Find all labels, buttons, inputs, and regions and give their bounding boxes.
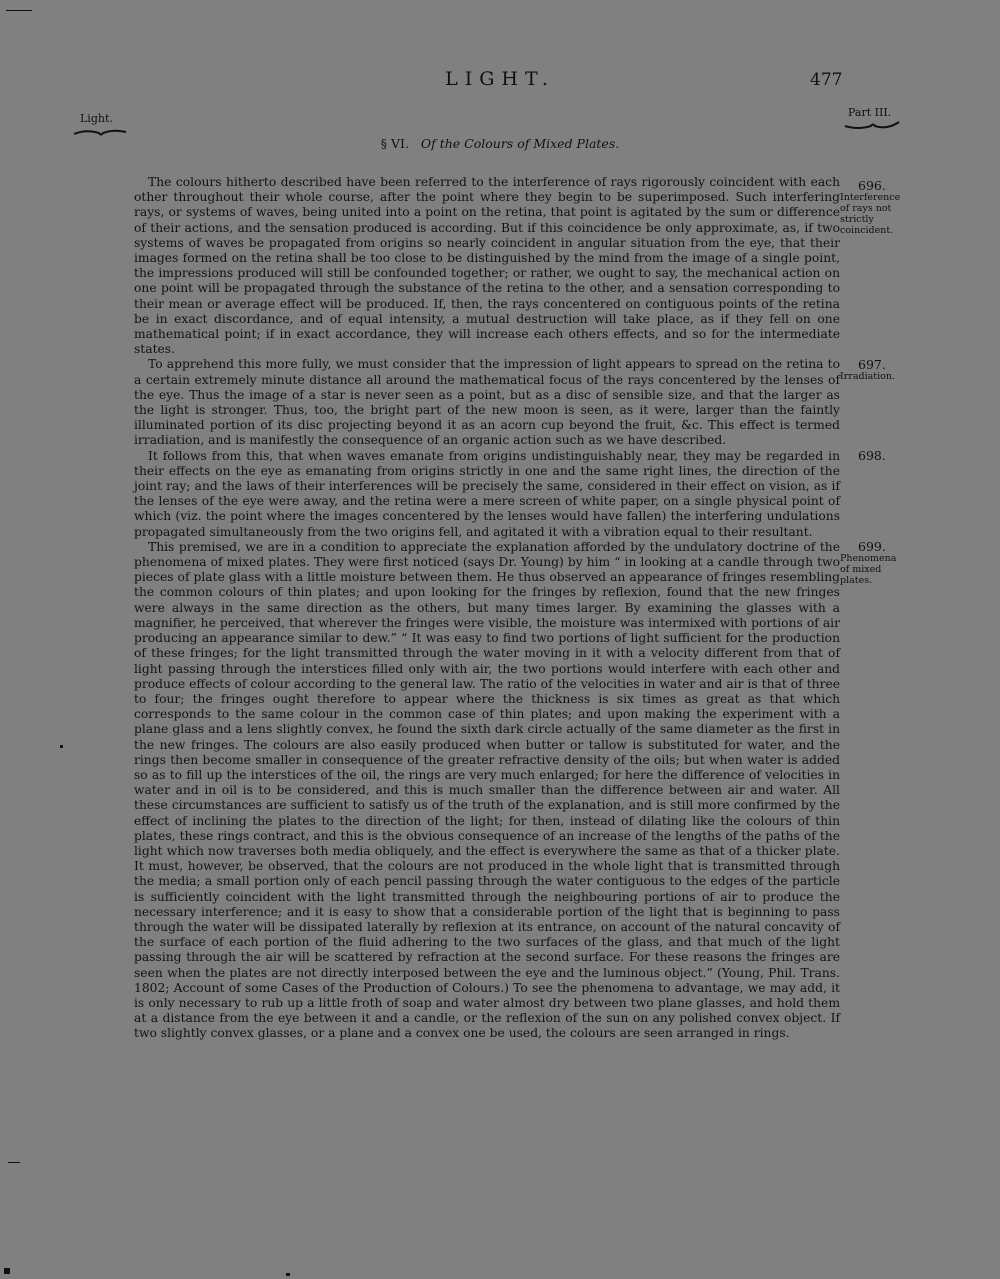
scan-speck bbox=[286, 1273, 290, 1276]
section-heading bbox=[0, 136, 1000, 151]
margin-note-number: 696. bbox=[858, 178, 886, 193]
margin-note-699 bbox=[840, 541, 902, 586]
section-title: Of the Colours of Mixed Plates. bbox=[420, 136, 620, 151]
margin-note-number: 697. bbox=[858, 357, 886, 372]
scan-speck bbox=[6, 10, 32, 11]
paragraph-699: This premised, we are in a condition to appreciate the explanation afforded by the undulatory doctrine of the phenomena of mixed plates. They were first noticed (says Dr. Young) by him “ in looking at a candle through two pieces of plate glass with a little moisture between them. He thus observed an appearance of fringes resembling the common colours of thin plates; and upon looking for the fringes by reflexion, found that the new fringes were always in the same direction as the others, but many times larger. By examining the glasses with a magnifier, he perceived, that wherever the fringes were visible, the moisture was intermixed with portions of air producing an appearance similar to dew.” “ It was easy to find two portions of light sufficient for the production of these fringes; for the light transmitted through the water moving in it with a velocity different from that of light passing through the interstices filled only with air, the two portions would interfere with each other and produce effects of colour according to the general law. The ratio of the velocities in water and air is that of three to four; the fringes ought therefore to appear where the thickness is six times as great as that which corresponds to the same colour in the common case of thin plates; and upon making the experiment with a plane glass and a lens slightly convex, he found the sixth dark circle actually of the same diameter as the first in the new fringes. The colours are also easily produced when butter or tallow is substituted for water, and the rings then become smaller in consequence of the greater refractive density of the oils; but when water is added so as to fill up the interstices of the oil, the rings are very much enlarged; for here the difference of velocities in water and in oil is to be considered, and this is much smaller than the difference between air and water. All these circumstances are sufficient to satisfy us of the truth of the explanation, and is still more confirmed by the effect of inclining the plates to the direction of the light; for then, instead of dilating like the colours of thin plates, these rings contract, and this is the obvious consequence of an increase of the lengths of the paths of the light which now traverses both media obliquely, and the effect is everywhere the same as that of a thicker plate. It must, however, be observed, that the colours are not produced in the whole light that is transmitted through the media; a small portion only of each pencil passing through the water contiguous to the edges of the particle is sufficiently coincident with the light transmitted through the neighbouring portions of air to produce the necessary interference; and it is easy to show that a considerable portion of the light that is beginning to pass through the water will be dissipated laterally by reflexion at its entrance, on account of the natural concavity of the surface of each portion of the fluid adhering to the two surfaces of the glass, and that much of the light passing through the air will be scattered by refraction at the second surface. For these reasons the fringes are seen when the plates are not directly interposed between the eye and the luminous object.” (Young, Phil. Trans. 1802; Account of some Cases of the Production of Colours.) To see the phenomena to advantage, we may add, it is only necessary to rub up a little froth of soap and water almost dry between two plane glasses, and hold them at a distance from the eye between it and a candle, or the reflexion of the sun on any polished convex object. If two slightly convex glasses, or a plane and a convex one be used, the colours are seen arranged in rings. bbox=[134, 539, 840, 1041]
margin-note-label: Phenomena of mixed plates. bbox=[840, 553, 897, 586]
right-running-tag: Part III. bbox=[848, 106, 892, 119]
running-head-title: LIGHT. bbox=[445, 68, 555, 90]
scan-speck bbox=[8, 1162, 20, 1163]
paragraph-696: The colours hitherto described have been referred to the interference of rays rigorously coincident with each other throughout their whole course, after the point where they begin to be superimposed. Such interfering rays, or systems of waves, being united into a point on the retina, that point is agitated by the sum or difference of their actions, and the sensation produced is according. But if this coincidence be only approximate, as, if two systems of waves be propagated from origins so nearly coincident in angular situation from the eye, that their images formed on the retina shall be too close to be distinguished by the mind from the image of a single point, the impressions produced will still be confounded together; or rather, we ought to say, the mechanical action on one point will be propagated through the substance of the retina to the other, and a sensation corresponding to their mean or average effect will be produced. If, then, the rays concentered on contiguous points of the retina be in exact discordance, and of equal intensity, a mutual destruction will take place, as if they fell on one mathematical point; if in exact accordance, they will increase each others effects, and so for the intermediate states. bbox=[134, 175, 840, 357]
scan-speck bbox=[60, 745, 63, 748]
right-flourish-ornament bbox=[843, 118, 901, 132]
margin-note-label: Interference of rays not strictly coincident. bbox=[840, 192, 901, 236]
section-number: § VI. bbox=[380, 136, 409, 151]
paragraph-698: It follows from this, that when waves emanate from origins undistinguishably near, they may be regarded in their effects on the eye as emanating from origins strictly in one and the same right lines, the direction of the joint ray; and the laws of their interferences will be precisely the same, considered in their effect on vision, as if the lenses of the eye were away, and the retina were a mere screen of white paper, on a single physical point of which (viz. the point where the images concentered by the lenses would have fallen) the interfering undulations propagated simultaneously from the two origins fell, and agitated it with a vibration equal to their resultant. bbox=[134, 448, 840, 539]
margin-note-698 bbox=[840, 450, 886, 462]
scan-speck bbox=[4, 1268, 10, 1274]
margin-note-number: 699. bbox=[858, 539, 886, 554]
left-running-tag: Light. bbox=[80, 112, 113, 125]
paragraph-697: To apprehend this more fully, we must consider that the impression of light appears to spread on the retina to a certain extremely minute distance all around the mathematical focus of the rays concentered by the lenses of the eye. Thus the image of a star is never seen as a point, but as a disc of sensible size, and that the larger as the light is stronger. Thus, too, the bright part of the new moon is seen, as it were, larger than the faintly illuminated portion of its disc projecting beyond it as an acorn cup beyond the fruit, &c. This effect is termed irradiation, and is manifestly the consequence of an organic action such as we have described. bbox=[134, 357, 840, 448]
margin-note-696 bbox=[840, 180, 902, 236]
margin-note-697 bbox=[840, 359, 895, 382]
body-text bbox=[134, 175, 840, 1042]
page-number: 477 bbox=[810, 70, 843, 90]
margin-note-label: Irradiation. bbox=[840, 371, 895, 382]
margin-note-number: 698. bbox=[858, 448, 886, 463]
